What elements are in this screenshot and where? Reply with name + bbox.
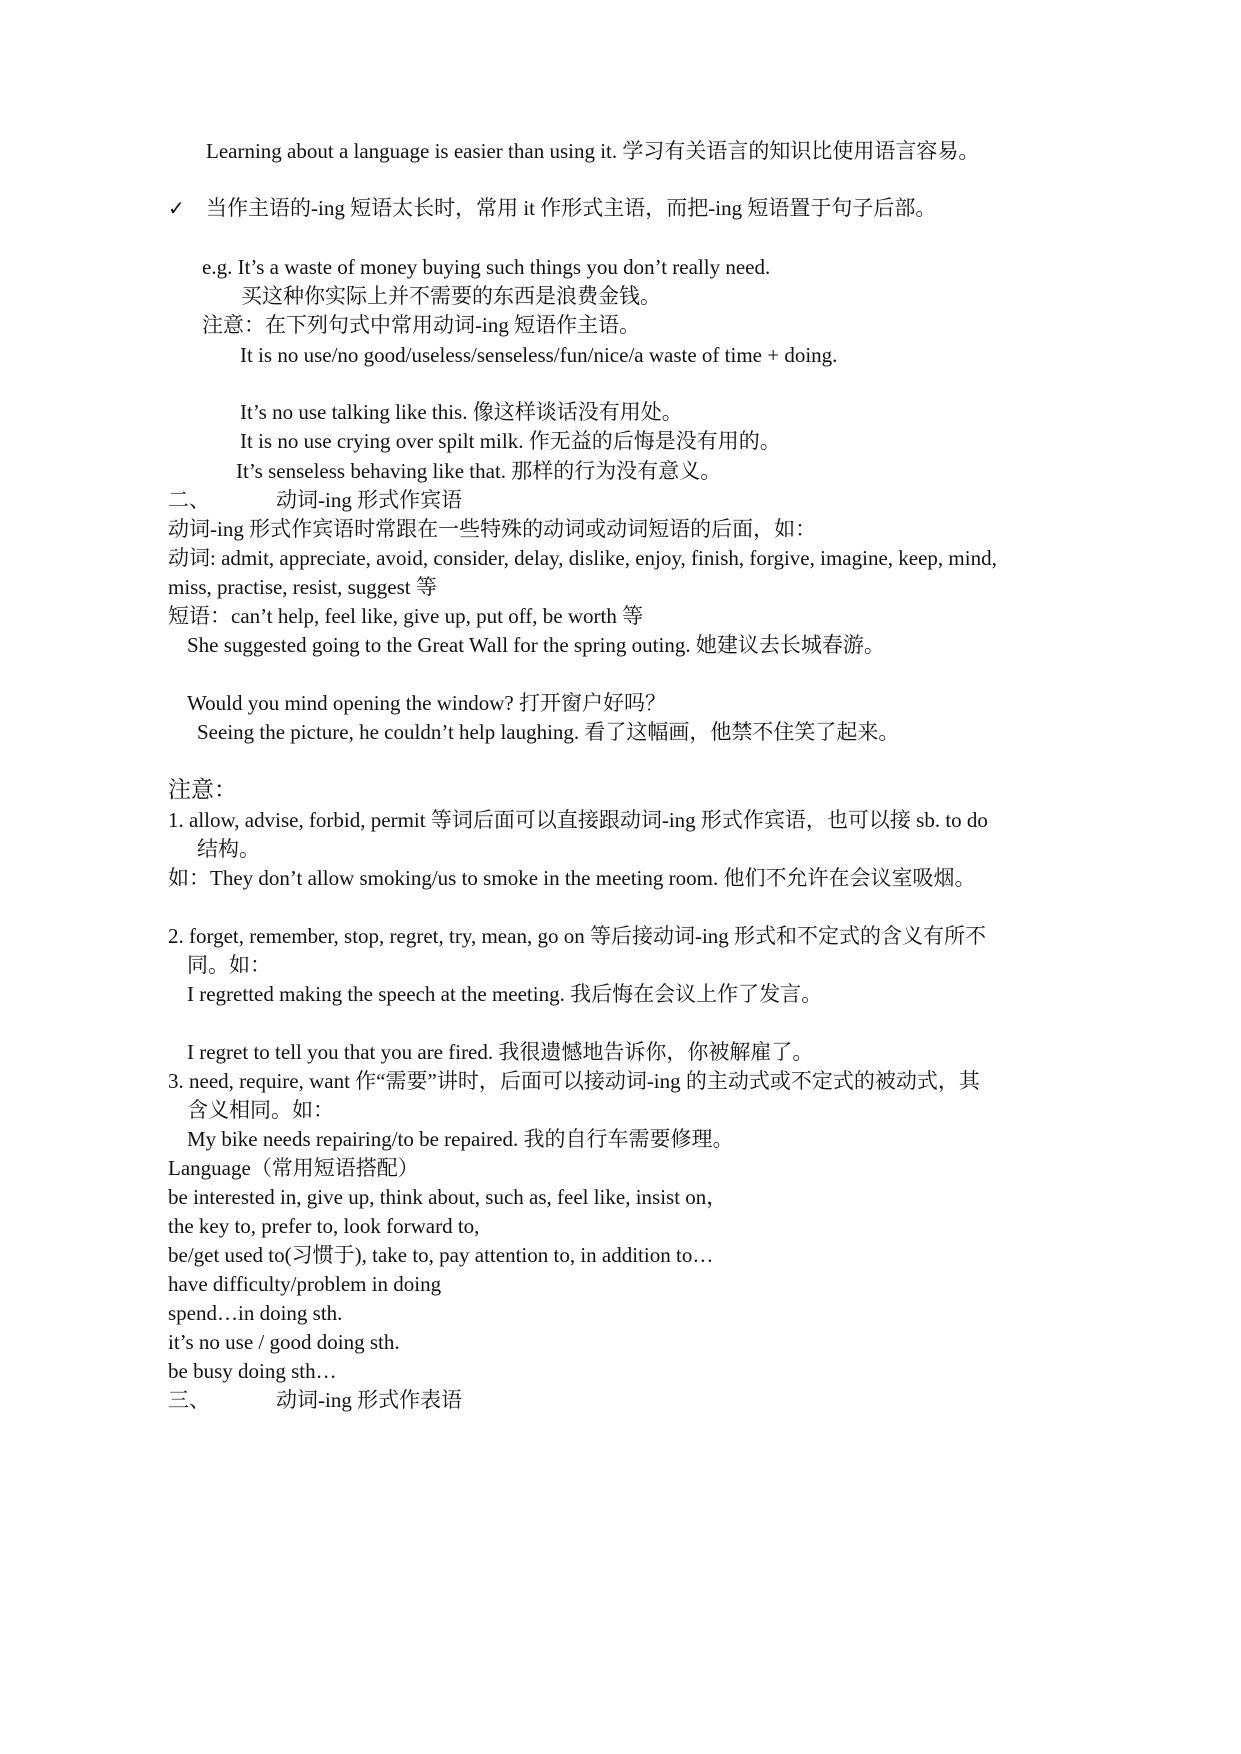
note2-line1: 2. forget, remember, stop, regret, try, mean, go on 等后接动词-ing 形式和不定式的含义有所不 xyxy=(168,924,987,948)
language-item: spend…in doing sth. xyxy=(168,1301,343,1325)
rule-eg-english: e.g. It’s a waste of money buying such things you don’t really need. xyxy=(202,255,771,279)
check-icon: ✓ xyxy=(168,196,185,220)
intro-example: Learning about a language is easier than using it. 学习有关语言的知识比使用语言容易。 xyxy=(206,139,980,163)
rule-it-text: 当作主语的-ing 短语太长时，常用 it 作形式主语，而把-ing 短语置于句子后部。 xyxy=(206,196,937,220)
section3-number: 三、 xyxy=(168,1388,210,1412)
note1-example: 如：They don’t allow smoking/us to smoke in the meeting room. 他们不允许在会议室吸烟。 xyxy=(168,866,976,890)
note2-example: I regret to tell you that you are fired. 我很遗憾地告诉你，你被解雇了。 xyxy=(187,1040,814,1064)
language-item: be interested in, give up, think about, such as, feel like, insist on， xyxy=(168,1185,728,1209)
section2-example: Would you mind opening the window? 打开窗户好吗？ xyxy=(187,691,666,715)
rule-example: It’s no use talking like this. 像这样谈话没有用处。 xyxy=(240,400,683,424)
section3-title: 动词-ing 形式作表语 xyxy=(276,1388,463,1412)
language-item: the key to, prefer to, look forward to, xyxy=(168,1214,480,1238)
language-item: be busy doing sth… xyxy=(168,1359,337,1383)
language-title: Language（常用短语搭配） xyxy=(168,1156,419,1180)
note1-line1: 1. allow, advise, forbid, permit 等词后面可以直接跟动词-ing 形式作宾语，也可以接 sb. to do xyxy=(168,808,988,832)
language-item: be/get used to(习惯于), take to, pay attention to, in addition to… xyxy=(168,1243,714,1267)
section2-verbs-line1: 动词: admit, appreciate, avoid, consider, delay, dislike, enjoy, finish, forgive, imagine, keep, mind, xyxy=(168,546,997,570)
note3-line2: 含义相同。如： xyxy=(187,1098,334,1122)
note2-example: I regretted making the speech at the meeting. 我后悔在会议上作了发言。 xyxy=(187,982,823,1006)
notes-title: 注意： xyxy=(168,777,237,802)
rule-example: It’s senseless behaving like that. 那样的行为没有意义。 xyxy=(236,459,722,483)
section2-example: She suggested going to the Great Wall for the spring outing. 她建议去长城春游。 xyxy=(187,633,885,657)
note1-line2: 结构。 xyxy=(197,837,260,861)
rule-eg-chinese: 买这种你实际上并不需要的东西是浪费金钱。 xyxy=(241,284,661,308)
language-item: it’s no use / good doing sth. xyxy=(168,1330,400,1354)
language-item: have difficulty/problem in doing xyxy=(168,1272,442,1296)
section2-intro: 动词-ing 形式作宾语时常跟在一些特殊的动词或动词短语的后面，如： xyxy=(168,517,817,541)
section2-example: Seeing the picture, he couldn’t help laughing. 看了这幅画，他禁不住笑了起来。 xyxy=(197,720,900,744)
note2-line2: 同。如： xyxy=(187,953,271,977)
section2-title: 动词-ing 形式作宾语 xyxy=(276,488,463,512)
section2-number: 二、 xyxy=(168,488,210,512)
rule-pattern: It is no use/no good/useless/senseless/fun/nice/a waste of time + doing. xyxy=(240,343,838,367)
note3-example: My bike needs repairing/to be repaired. 我的自行车需要修理。 xyxy=(187,1127,734,1151)
section2-verbs-line2: miss, practise, resist, suggest 等 xyxy=(168,575,437,599)
section2-phrases: 短语：can’t help, feel like, give up, put off, be worth 等 xyxy=(168,604,644,628)
rule-note: 注意：在下列句式中常用动词-ing 短语作主语。 xyxy=(202,313,641,337)
note3-line1: 3. need, require, want 作“需要”讲时，后面可以接动词-ing 的主动式或不定式的被动式，其 xyxy=(168,1069,980,1093)
rule-example: It is no use crying over spilt milk. 作无益的后悔是没有用的。 xyxy=(240,429,781,453)
